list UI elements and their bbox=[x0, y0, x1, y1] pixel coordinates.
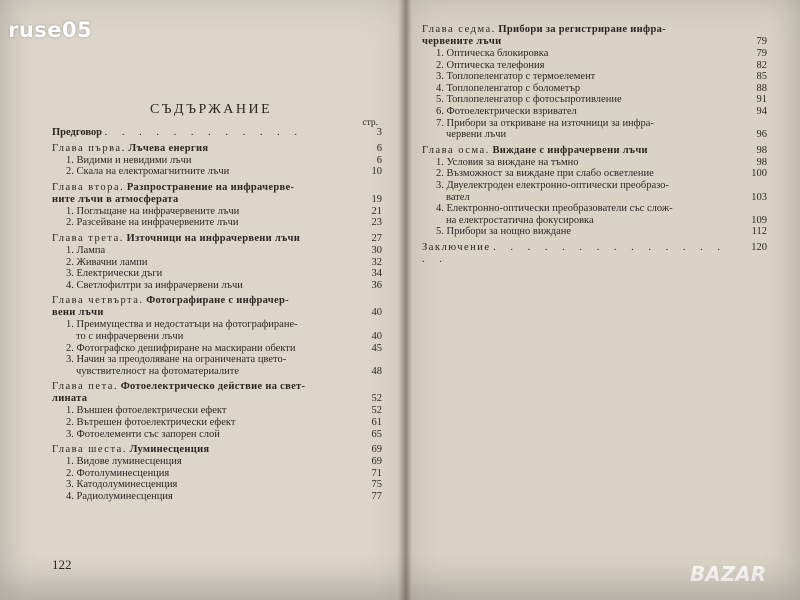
toc-item-page: 85 bbox=[756, 71, 767, 83]
toc-item-page: 75 bbox=[371, 479, 382, 491]
toc-item-cont bbox=[422, 192, 767, 204]
chapter-page: 52 bbox=[371, 393, 382, 405]
toc-item-text-cont: вател bbox=[446, 191, 470, 203]
toc-item-text: 2. Фотолуминесценция bbox=[66, 467, 170, 479]
toc-item-page: 100 bbox=[751, 168, 767, 180]
toc-item-page: 79 bbox=[756, 48, 767, 59]
right-chapters bbox=[422, 24, 767, 238]
toc-item-page: 21 bbox=[371, 205, 382, 217]
toc-item-text: 1. Поглъщане на инфрачервените лъчи bbox=[66, 205, 240, 217]
chapter-title: Лъчева енергия bbox=[128, 142, 209, 154]
toc-chapter bbox=[52, 182, 382, 229]
toc-item bbox=[52, 343, 382, 355]
chapter-prefix: Глава седма. bbox=[422, 24, 496, 35]
chapter-heading-cont-text bbox=[422, 36, 743, 48]
chapter-heading-cont bbox=[52, 194, 382, 206]
toc-chapter bbox=[52, 444, 382, 502]
toc-item bbox=[422, 60, 767, 72]
toc-item-page: 36 bbox=[371, 279, 382, 291]
conclusion-label: Заключение bbox=[422, 241, 491, 253]
toc-item bbox=[52, 429, 382, 441]
toc-item-text: 3. Фотоелементи със запорен слой bbox=[66, 428, 220, 440]
toc-item-text-cont: червени лъчи bbox=[446, 129, 507, 141]
chapter-prefix: Глава четвърта. bbox=[52, 295, 144, 307]
chapter-heading-cont bbox=[52, 393, 382, 405]
toc-item bbox=[422, 48, 767, 60]
toc-item-text: 2. Оптическа телефония bbox=[436, 59, 545, 71]
toc-item bbox=[52, 280, 382, 292]
toc-chapter bbox=[422, 145, 767, 238]
toc-item-page: 103 bbox=[751, 191, 767, 203]
toc-item bbox=[52, 206, 382, 218]
page-column-header: стр. bbox=[362, 118, 378, 128]
chapter-heading-cont bbox=[52, 307, 382, 319]
chapter-page: 40 bbox=[371, 307, 382, 319]
right-toc-column bbox=[422, 20, 767, 265]
toc-item bbox=[52, 468, 382, 480]
toc-item-text: 1. Оптическа блокировка bbox=[436, 48, 549, 59]
toc-item-text: 7. Прибори за откриване на източници за инфра- bbox=[436, 117, 654, 129]
toc-item bbox=[52, 479, 382, 491]
toc-item-page: 34 bbox=[371, 268, 382, 280]
toc-item bbox=[422, 118, 767, 130]
toc-item bbox=[52, 217, 382, 229]
toc-item-text: 3. Начин за преодоляване на ограничената цвето- bbox=[66, 354, 287, 366]
toc-item-page: 96 bbox=[756, 129, 767, 141]
toc-item bbox=[52, 319, 382, 331]
toc-item bbox=[422, 157, 767, 169]
chapter-page: 79 bbox=[756, 36, 767, 47]
toc-item-text: 3. Електрически дъги bbox=[66, 268, 163, 280]
chapter-heading-cont-text bbox=[52, 393, 358, 405]
toc-item-page: 77 bbox=[371, 490, 382, 502]
toc-item-text: 4. Топлопеленгатор с болометър bbox=[436, 82, 581, 94]
toc-chapter bbox=[422, 24, 767, 141]
toc-item-page: 88 bbox=[756, 82, 767, 94]
toc-item bbox=[422, 94, 767, 106]
chapter-heading-cont-text bbox=[52, 194, 358, 206]
toc-item-page: 112 bbox=[751, 226, 767, 238]
toc-item bbox=[52, 245, 382, 257]
chapter-heading-text bbox=[52, 381, 358, 393]
toc-item-text: 2. Фотографско дешифриране на маскирани обекти bbox=[66, 342, 296, 354]
toc-item bbox=[422, 168, 767, 180]
toc-item-text: 2. Живачни лампи bbox=[66, 256, 148, 268]
toc-item-page: 23 bbox=[371, 217, 382, 229]
preface-page: 3 bbox=[376, 127, 382, 138]
chapter-page: 98 bbox=[756, 144, 767, 156]
conclusion-page: 120 bbox=[751, 241, 767, 253]
toc-item-page: 48 bbox=[371, 365, 382, 377]
watermark-logo: ruse05 bbox=[8, 18, 93, 42]
chapter-heading-text bbox=[52, 444, 358, 456]
toc-item-text: 1. Видове луминесценция bbox=[66, 456, 182, 468]
toc-item-text: 1. Външен фотоелектрически ефект bbox=[66, 405, 227, 417]
toc-item bbox=[52, 257, 382, 269]
toc-item bbox=[52, 456, 382, 468]
toc-item-cont bbox=[422, 215, 767, 227]
toc-item-text: 1. Преимущества и недостатъци на фотографиране- bbox=[66, 319, 298, 331]
toc-item bbox=[422, 83, 767, 95]
toc-item-text: 3. Катодолуминесценция bbox=[66, 479, 178, 491]
chapter-heading-text bbox=[52, 233, 358, 245]
chapter-heading bbox=[52, 143, 382, 155]
toc-item-page: 82 bbox=[756, 59, 767, 71]
toc-item-cont bbox=[52, 331, 382, 343]
toc-item-text: 4. Светлофилтри за инфрачервени лъчи bbox=[66, 279, 243, 291]
toc-item-text: 4. Радиолуминесценция bbox=[66, 490, 173, 502]
chapter-title-cont: лината bbox=[52, 393, 88, 405]
toc-item-text: 2. Разсейване на инфрачервените лъчи bbox=[66, 217, 239, 229]
toc-item-text: 5. Топлопеленгатор с фотосъпротивление bbox=[436, 94, 622, 106]
chapter-title-cont: вени лъчи bbox=[52, 307, 104, 319]
toc-item-text: 2. Възможност за виждане при слабо осветление bbox=[436, 168, 654, 180]
toc-item-page: 71 bbox=[371, 467, 382, 479]
chapter-title-cont: ните лъчи в атмосферата bbox=[52, 193, 179, 205]
toc-item bbox=[52, 268, 382, 280]
chapter-heading bbox=[422, 24, 767, 36]
toc-item bbox=[52, 155, 382, 167]
toc-item-text: 2. Вътрешен фотоелектрически ефект bbox=[66, 416, 236, 428]
chapter-heading bbox=[422, 145, 767, 157]
chapter-prefix: Глава трета. bbox=[52, 232, 124, 244]
toc-item-page: 69 bbox=[371, 456, 382, 468]
toc-item bbox=[52, 166, 382, 178]
toc-item bbox=[422, 203, 767, 215]
left-chapters bbox=[52, 143, 382, 503]
chapter-page: 19 bbox=[371, 193, 382, 205]
toc-item-page: 10 bbox=[371, 166, 382, 178]
toc-item bbox=[422, 106, 767, 118]
chapter-heading-cont bbox=[422, 36, 767, 48]
chapter-prefix: Глава първа. bbox=[52, 142, 126, 154]
toc-item-page: 98 bbox=[756, 156, 767, 168]
toc-item-text-cont: на електростатична фокусировка bbox=[446, 214, 594, 226]
chapter-prefix: Глава осма. bbox=[422, 144, 490, 156]
chapter-page: 27 bbox=[371, 232, 382, 244]
chapter-heading bbox=[52, 444, 382, 456]
chapter-heading bbox=[52, 182, 382, 194]
toc-item bbox=[52, 417, 382, 429]
toc-chapter bbox=[52, 143, 382, 178]
toc-item-text-cont: то с инфрачервени лъчи bbox=[76, 330, 184, 342]
chapter-heading-text bbox=[52, 295, 358, 307]
toc-entry-conclusion: Заключение . . . . . . . . . . . . . . . . 120 bbox=[422, 241, 767, 265]
chapter-title: Виждане с инфрачервени лъчи bbox=[492, 144, 648, 156]
toc-chapter bbox=[52, 381, 382, 440]
toc-item-page: 94 bbox=[756, 105, 767, 117]
toc-item-page: 6 bbox=[376, 154, 382, 166]
toc-item-cont bbox=[52, 366, 382, 378]
toc-chapter bbox=[52, 295, 382, 377]
left-toc-column bbox=[52, 118, 382, 502]
chapter-title: Прибори за регистриране инфра- bbox=[498, 24, 666, 35]
watermark-bottom-logo: BAZAR bbox=[690, 562, 767, 586]
chapter-heading-text bbox=[52, 143, 358, 155]
toc-entry-preface: Предговор . . . . . . . . . . . . 3 bbox=[52, 127, 382, 138]
preface-label: Предговор bbox=[52, 127, 103, 138]
chapter-heading bbox=[52, 381, 382, 393]
toc-item-text: 1. Видими и невидими лъчи bbox=[66, 154, 192, 166]
chapter-title: Фотографиране с инфрачер- bbox=[146, 295, 289, 307]
chapter-title-cont: червените лъчи bbox=[422, 36, 502, 47]
toc-item-text-cont: чувствителност на фотоматериалите bbox=[76, 365, 240, 377]
toc-item bbox=[422, 71, 767, 83]
toc-item-text: 1. Лампа bbox=[66, 244, 106, 256]
chapter-heading-cont-text bbox=[52, 307, 358, 319]
chapter-heading-text bbox=[422, 24, 743, 36]
toc-item bbox=[52, 354, 382, 366]
chapter-prefix: Глава втора. bbox=[52, 181, 125, 193]
toc-item-page: 40 bbox=[371, 330, 382, 342]
toc-item-page: 91 bbox=[756, 94, 767, 106]
chapter-title: Разпространение на инфрачерве- bbox=[126, 181, 295, 193]
toc-item-text: 4. Електронно-оптически преобразователи със слож- bbox=[436, 203, 673, 215]
toc-item-page: 61 bbox=[371, 416, 382, 428]
toc-item-page: 32 bbox=[371, 256, 382, 268]
toc-item-text: 3. Двуелектроден електронно-оптически преобразо- bbox=[436, 179, 669, 191]
chapter-prefix: Глава шеста. bbox=[52, 444, 127, 456]
chapter-title: Фотоелектрическо действие на свет- bbox=[120, 381, 306, 393]
page-number: 122 bbox=[52, 557, 72, 572]
chapter-title: Луминесценция bbox=[129, 444, 210, 456]
toc-item-page: 52 bbox=[371, 405, 382, 417]
chapter-heading bbox=[52, 295, 382, 307]
toc-item-page: 45 bbox=[371, 342, 382, 354]
toc-item-page: 30 bbox=[371, 244, 382, 256]
toc-item-text: 1. Условия за виждане на тъмно bbox=[436, 156, 579, 168]
toc-chapter bbox=[52, 233, 382, 291]
chapter-page: 6 bbox=[376, 142, 382, 154]
toc-item bbox=[52, 491, 382, 503]
chapter-heading-text bbox=[52, 182, 358, 194]
book-gutter bbox=[398, 0, 412, 600]
toc-title: СЪДЪРЖАНИЕ bbox=[150, 102, 273, 117]
toc-item-text: 5. Прибори за нощно виждане bbox=[436, 226, 572, 238]
toc-item-page: 65 bbox=[371, 428, 382, 440]
chapter-title: Източници на инфрачервени лъчи bbox=[126, 232, 301, 244]
chapter-heading bbox=[52, 233, 382, 245]
chapter-page: 69 bbox=[371, 444, 382, 456]
toc-item bbox=[422, 226, 767, 238]
toc-item-text: 6. Фотоелектрически взривател bbox=[436, 105, 577, 117]
toc-item-text: 2. Скала на електромагнитните лъчи bbox=[66, 166, 230, 178]
toc-item-page: 109 bbox=[751, 214, 767, 226]
chapter-prefix: Глава пета. bbox=[52, 381, 119, 393]
toc-item bbox=[52, 405, 382, 417]
chapter-heading-text bbox=[422, 145, 743, 157]
toc-item-text: 3. Топлопеленгатор с термоелемент bbox=[436, 71, 596, 83]
toc-item bbox=[422, 180, 767, 192]
toc-item-cont bbox=[422, 129, 767, 141]
